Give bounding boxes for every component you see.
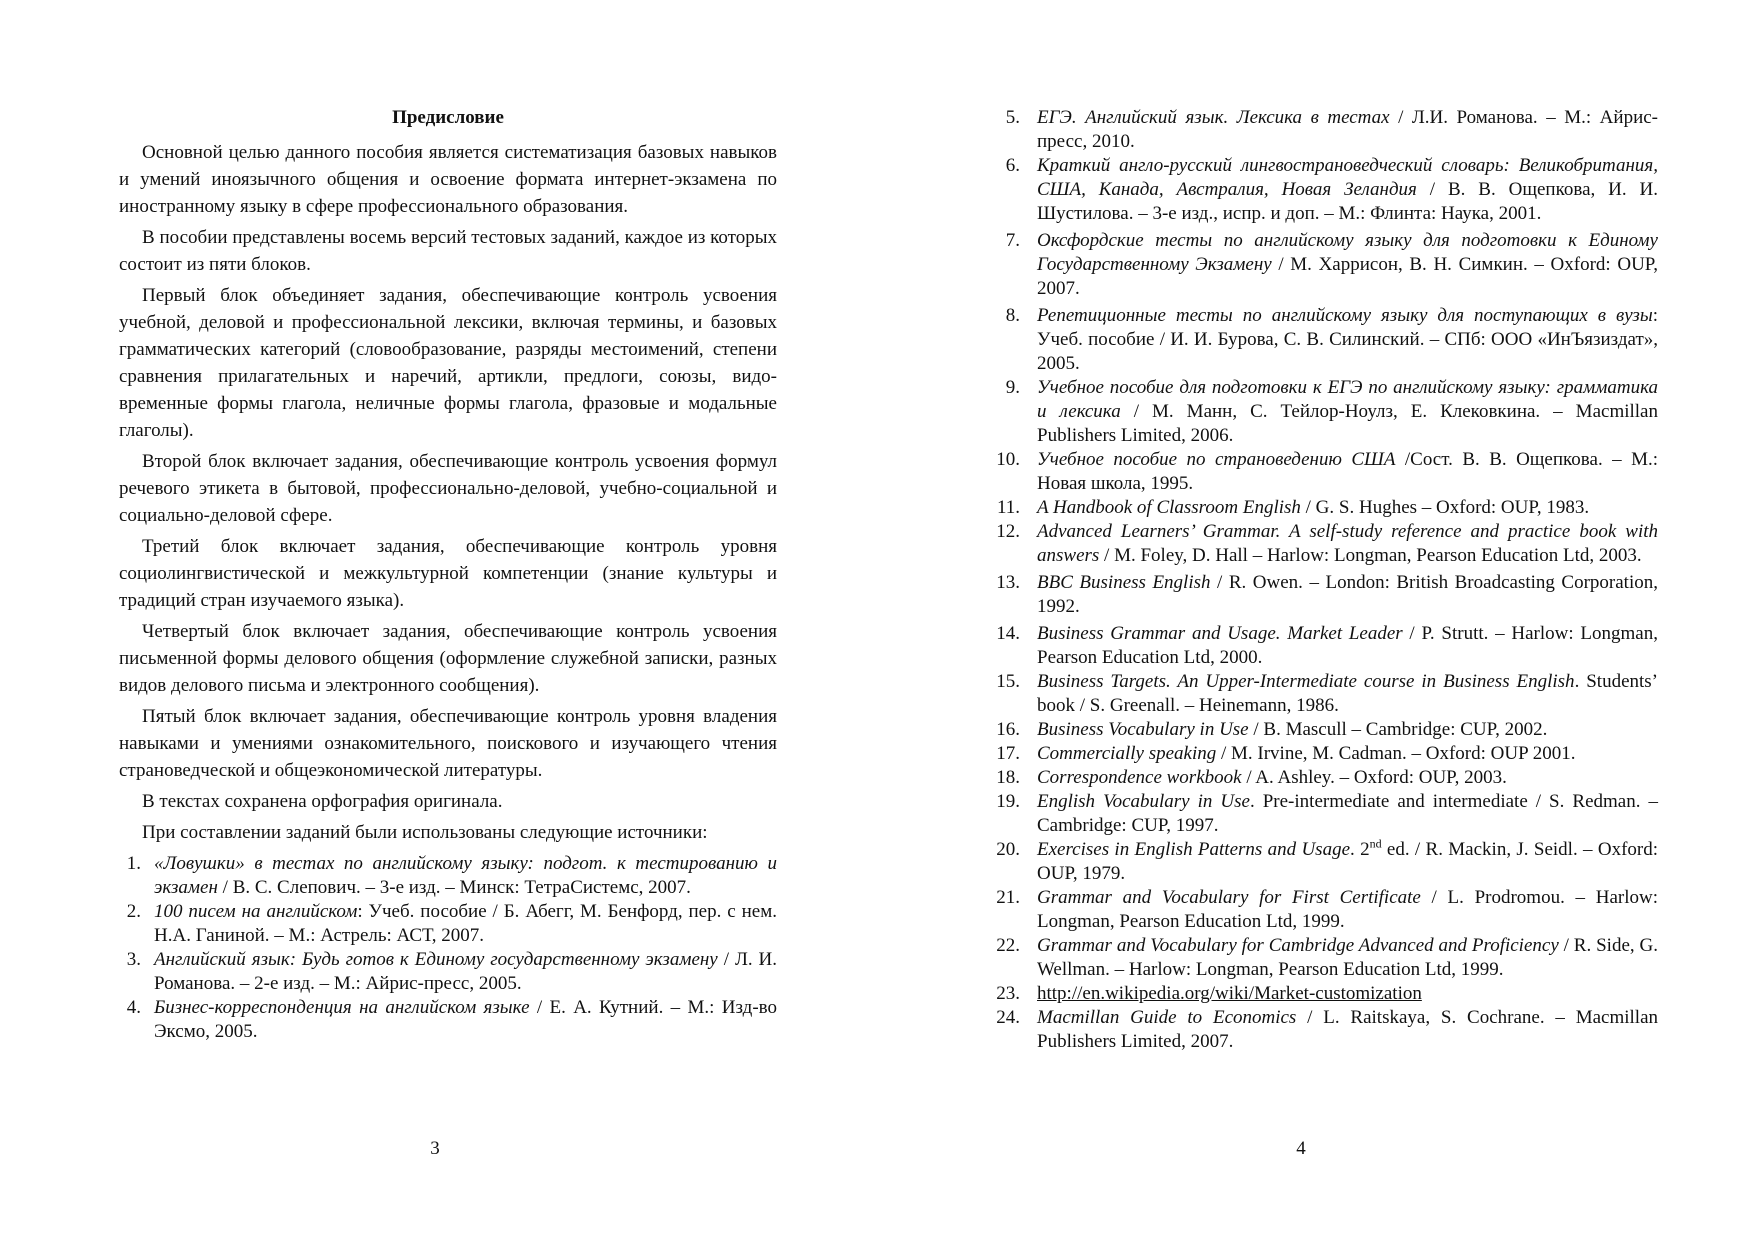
source-item: [985, 982, 1658, 1006]
source-text: [1037, 106, 1658, 154]
superscript: nd: [1369, 836, 1382, 851]
source-number: 1.: [126, 853, 141, 874]
source-details: / L. Prodromou. – Harlow: Longman, Pearson Education Ltd, 1999.: [1037, 887, 1658, 932]
source-item: [985, 790, 1658, 838]
source-details: / Е. А. Кутний. – М.: Изд-во Эксмо, 2005.: [154, 997, 777, 1042]
source-title: Advanced Learners’ Grammar. A self-study reference and practice book with answers: [1037, 521, 1658, 566]
source-item: [985, 622, 1658, 670]
source-item: [985, 934, 1658, 982]
source-item: [985, 766, 1658, 790]
source-number: 6.: [1005, 155, 1020, 176]
source-number: 16.: [996, 719, 1020, 740]
source-number: 23.: [996, 983, 1020, 1004]
source-number: 20.: [996, 839, 1020, 860]
source-title: Оксфордские тесты по английскому языку для подготовки к Единому Государственному Экзамену: [1037, 230, 1658, 275]
source-item: [985, 496, 1658, 520]
source-item: [985, 718, 1658, 742]
left-page: [119, 0, 777, 1241]
source-text: [1037, 496, 1658, 520]
source-number: 18.: [996, 767, 1020, 788]
source-number: 14.: [996, 623, 1020, 644]
source-title: ЕГЭ. Английский язык. Лексика в тестах: [1037, 107, 1390, 128]
source-details: / M. Foley, D. Hall – Harlow: Longman, Pearson Education Ltd, 2003.: [1099, 545, 1642, 566]
source-item: [119, 948, 777, 996]
source-item: [119, 996, 777, 1044]
source-details: / R. Side, G. Wellman. – Harlow: Longman, Pearson Education Ltd, 1999.: [1037, 935, 1658, 980]
source-title: Бизнес-корреспонденция на английском языке: [154, 997, 530, 1018]
source-details: / B. Mascull – Cambridge: CUP, 2002.: [1248, 719, 1548, 740]
source-text: [1037, 790, 1658, 838]
source-details: / М. Харрисон, В. Н. Симкин. – Oxford: OUP, 2007.: [1037, 254, 1659, 299]
source-title: Exercises in English Patterns and Usage: [1037, 839, 1351, 860]
source-text: [154, 996, 777, 1044]
source-text: [1037, 742, 1658, 766]
source-text: [1037, 304, 1658, 376]
source-text: [1037, 622, 1658, 670]
source-text: [1037, 934, 1658, 982]
source-item: [985, 670, 1658, 718]
source-details: / R. Owen. – London: British Broadcasting Corporation, 1992.: [1037, 572, 1658, 617]
source-item: [985, 154, 1658, 226]
source-details: / A. Ashley. – Oxford: OUP, 2003.: [1241, 767, 1507, 788]
source-text: [154, 900, 777, 948]
source-text: [1037, 520, 1658, 568]
source-item: [985, 742, 1658, 766]
source-text: [1037, 886, 1658, 934]
source-text: [1037, 154, 1658, 226]
paragraph: Первый блок объединяет задания, обеспечивающие контроль усвоения учебной, деловой и профессиональной лексики, включая термины, и базовых грамматических категорий (словообразование, разряды местоимений, степени сравнения прилагательных и наречий, артикли, предлоги, союзы, видо-временные формы глагола, неличные формы глагола, фразовые и модальные глаголы).: [119, 285, 777, 441]
source-details: : Учеб. пособие / Б. Абегг, М. Бенфорд, пер. с нем. Н.А. Ганиной. – М.: Астрель: АСТ, 2007.: [154, 901, 777, 946]
source-link[interactable]: http://en.wikipedia.org/wiki/Market-customization: [1037, 983, 1422, 1004]
page-title: Предисловие: [392, 107, 504, 128]
source-number: 2.: [126, 901, 141, 922]
source-details: : Учеб. пособие / И. И. Бурова, С. В. Силинский. – СПб: ООО «ИнЪязиздат», 2005.: [1037, 305, 1658, 374]
source-title: Учебное пособие для подготовки к ЕГЭ по английскому языку: грамматика и лексика: [1037, 377, 1658, 422]
source-number: 5.: [1005, 107, 1020, 128]
source-title: Commercially speaking: [1037, 743, 1217, 764]
page-number: 3: [430, 1138, 440, 1159]
source-title: Репетиционные тесты по английскому языку для поступающих в вузы: [1037, 305, 1653, 326]
source-item: [985, 886, 1658, 934]
source-title: Business Grammar and Usage. Market Leader: [1037, 623, 1403, 644]
source-text: [154, 852, 777, 900]
source-item: [985, 1006, 1658, 1054]
source-details: / M. Irvine, M. Cadman. – Oxford: OUP 2001.: [1216, 743, 1576, 764]
source-text: Exercises in English Patterns and Usage. 2nd ed. / R. Mackin, J. Seidl. – Oxford: OUP, 1979.: [1037, 836, 1658, 884]
source-title: Correspondence workbook: [1037, 767, 1242, 788]
source-details: /Сост. В. В. Ощепкова. – М.: Новая школа, 1995.: [1037, 449, 1659, 494]
source-number: 22.: [996, 935, 1020, 956]
source-number: 10.: [996, 449, 1020, 470]
source-title: Учебное пособие по страноведению США: [1037, 449, 1396, 470]
source-text: [1037, 448, 1658, 496]
source-text: [1037, 670, 1658, 718]
source-number: 3.: [126, 949, 141, 970]
source-number: 21.: [996, 887, 1020, 908]
source-item: [985, 229, 1658, 301]
paragraph: В пособии представлены восемь версий тестовых заданий, каждое из которых состоит из пяти блоков.: [119, 227, 777, 275]
source-text: [154, 948, 777, 996]
source-title: Краткий англо-русский лингвострановедческий словарь: Великобритания, США, Канада, Австралия, Новая Зеландия: [1037, 155, 1658, 200]
source-item: [985, 838, 1658, 886]
source-text: [1037, 376, 1658, 448]
source-title: Business Vocabulary in Use: [1037, 719, 1249, 740]
source-item: [119, 852, 777, 900]
paragraph: При составлении заданий были использованы следующие источники:: [142, 822, 708, 843]
sources-list: [985, 106, 1658, 1054]
source-text: [1037, 982, 1658, 1006]
source-item: [985, 304, 1658, 376]
paragraph: Третий блок включает задания, обеспечивающие контроль уровня социолингвистической и межкультурной компетенции (знание культуры и традиций стран изучаемого языка).: [119, 536, 777, 611]
paragraph: Основной целью данного пособия является систематизация базовых навыков и умений иноязычного общения и освоение формата интернет-экзамена по иностранному языку в сфере профессионального образования.: [119, 142, 777, 217]
source-number: 9.: [1005, 377, 1020, 398]
source-title: Grammar and Vocabulary for Cambridge Advanced and Proficiency: [1037, 935, 1559, 956]
source-details: / В. С. Слепович. – 3-е изд. – Минск: ТетраСистемс, 2007.: [217, 877, 691, 898]
source-details: . Pre-intermediate and intermediate / S. Redman. – Cambridge: CUP, 1997.: [1037, 791, 1658, 836]
source-details: . Students’ book / S. Greenall. – Heinemann, 1986.: [1037, 671, 1658, 716]
source-number: 11.: [996, 497, 1020, 518]
source-number: 8.: [1005, 305, 1020, 326]
paragraph: В текстах сохранена орфография оригинала.: [142, 791, 503, 812]
source-title: Английский язык: Будь готов к Единому государственному экзамену: [154, 949, 718, 970]
source-item: [985, 520, 1658, 568]
source-number: 4.: [126, 997, 141, 1018]
source-title: English Vocabulary in Use: [1037, 791, 1250, 812]
source-number: 17.: [996, 743, 1020, 764]
source-text: [1037, 229, 1658, 301]
source-text: [1037, 718, 1658, 742]
source-details: / G. S. Hughes – Oxford: OUP, 1983.: [1300, 497, 1590, 518]
source-details: / М. Манн, С. Тейлор-Ноулз, Е. Клековкина. – Macmillan Publishers Limited, 2006.: [1037, 401, 1658, 446]
source-text: [1037, 1006, 1658, 1054]
source-item: [985, 448, 1658, 496]
source-title: BBC Business English: [1037, 572, 1211, 593]
source-details: / Л.И. Романова. – М.: Айрис-пресс, 2010.: [1037, 107, 1658, 152]
source-details: ed. / R. Mackin, J. Seidl. – Oxford: OUP, 1979.: [1037, 839, 1658, 884]
source-number: 12.: [996, 521, 1020, 542]
source-title: Business Targets. An Upper-Intermediate course in Business English: [1037, 671, 1575, 692]
source-title: Macmillan Guide to Economics: [1037, 1007, 1297, 1028]
source-item: [985, 571, 1658, 619]
paragraph: Четвертый блок включает задания, обеспечивающие контроль усвоения письменной формы делового общения (оформление служебной записки, разных видов делового письма и электронного сообщения).: [119, 621, 777, 696]
source-title: «Ловушки» в тестах по английскому языку: подгот. к тестированию и экзамен: [154, 853, 777, 898]
source-text: [1037, 571, 1658, 619]
source-item: [119, 900, 777, 948]
source-item: [985, 106, 1658, 154]
paragraph: Пятый блок включает задания, обеспечивающие контроль уровня владения навыками и умениями ознакомительного, поискового и изучающего чтения страноведческой и общеэкономической литературы.: [119, 706, 777, 781]
source-number: 13.: [996, 572, 1020, 593]
source-title: A Handbook of Classroom English: [1037, 497, 1301, 518]
source-number: 19.: [996, 791, 1020, 812]
source-title: 100 писем на английском: [154, 901, 358, 922]
source-title: Grammar and Vocabulary for First Certificate: [1037, 887, 1421, 908]
source-number: 24.: [996, 1007, 1020, 1028]
source-details: / Л. И. Романова. – 2-е изд. – М.: Айрис-пресс, 2005.: [154, 949, 778, 994]
source-details: / В. В. Ощепкова, И. И. Шустилова. – 3-е изд., испр. и доп. – М.: Флинта: Наука, 2001.: [1037, 179, 1658, 224]
source-number: 7.: [1005, 230, 1020, 251]
preface-body: [119, 139, 777, 846]
source-item: [985, 376, 1658, 448]
source-details: / P. Strutt. – Harlow: Longman, Pearson Education Ltd, 2000.: [1037, 623, 1658, 668]
right-page: [985, 0, 1658, 1241]
page-number: 4: [1296, 1138, 1306, 1159]
source-text: [1037, 766, 1658, 790]
source-number: 15.: [996, 671, 1020, 692]
paragraph: Второй блок включает задания, обеспечивающие контроль усвоения формул речевого этикета в бытовой, профессионально-деловой, учебно-социальной и социально-деловой сфере.: [119, 451, 777, 526]
sources-list: [119, 852, 777, 1044]
source-details: / L. Raitskaya, S. Cochrane. – Macmillan Publishers Limited, 2007.: [1037, 1007, 1659, 1052]
